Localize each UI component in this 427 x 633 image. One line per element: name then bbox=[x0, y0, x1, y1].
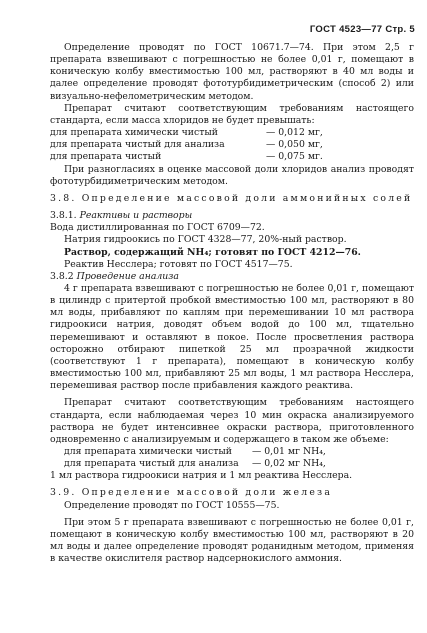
limit-label: для препарата химически чистый bbox=[50, 127, 218, 139]
page-header: ГОСТ 4523—77 Стр. 5 bbox=[309, 24, 415, 35]
section-3-8-1-heading bbox=[50, 210, 414, 222]
limit-row bbox=[50, 446, 414, 458]
reagent-line: Реактив Несслера; готовят по ГОСТ 4517—75. bbox=[64, 258, 293, 270]
limit-label: для препарата чистый для анализа bbox=[64, 458, 239, 470]
section-3-8-title: 3.8. Определение массовой доли аммонийных солей bbox=[50, 192, 413, 204]
ammonium-tail: 1 мл раствора гидроокиси натрия и 1 мл реактива Несслера. bbox=[50, 470, 353, 482]
limit-row bbox=[50, 458, 414, 470]
section-3-9-title: 3.9. Определение массовой доли железа bbox=[50, 487, 333, 499]
limit-value: — 0,012 мг, bbox=[266, 127, 323, 139]
limit-label: для препарата чистый для анализа bbox=[50, 139, 225, 151]
limit-label: для препарата химически чистый bbox=[64, 446, 232, 457]
section-number: 3.8.2 bbox=[50, 270, 74, 282]
analysis-paragraph: 4 г препарата взвешивают с погрешностью не более 0,01 г, помещают в цилиндр с притертой пробкой вместимостью 100 мл, растворяют в 80 мл воды, прибавляют по каплям при перемешивании 10 мл раствора гидроокиси натрия, доводят объем водой до 100 мл, тщательно перемешивают и оставляют в покое. После просветления раствора осторожно отбирают пипеткой 25 мл прозрачной жидкости (соответствуют 1 г препарата), помещают в коническую колбу вместимостью 100 мл, прибавляют 25 мл воды, 1 мл раствора Несслера, перемешивая раствор после прибавления каждого реактива. bbox=[50, 282, 414, 392]
section-title: Реактивы и растворы bbox=[79, 210, 193, 222]
disagreement-paragraph: При разногласиях в оценке массовой доли хлоридов анализ проводят фототурбидиметрическим методом. bbox=[50, 163, 414, 187]
section-number: 3.8.1. bbox=[50, 210, 77, 222]
reagent-line: Натрия гидроокись по ГОСТ 4328—77, 20%-ный раствор. bbox=[64, 234, 347, 246]
limit-value: — 0,01 мг NH₄, bbox=[252, 446, 326, 457]
limit-row bbox=[50, 127, 414, 139]
iron-paragraph: При этом 5 г препарата взвешивают с погрешностью не более 0,01 г, помещают в коническую колбу вместимостью 100 мл, растворяют в 20 мл воды и далее определение проводят роданидным методом, применяя в качестве окислителя раствор надсернокислого аммония. bbox=[50, 516, 414, 565]
chloride-limits bbox=[50, 127, 414, 163]
limit-value: — 0,075 мг. bbox=[266, 151, 323, 163]
limit-row bbox=[50, 139, 414, 151]
limit-row bbox=[50, 151, 414, 163]
intro-paragraph: Определение проводят по ГОСТ 10671.7—74. При этом 2,5 г препарата взвешивают с погрешностью не более 0,01 г, помещают в коническую колбу вместимостью 100 мл, растворяют в 40 мл воды и далее определение проводят фототурбидиметрическим (способ 2) или визуально-нефелометрическим методом. bbox=[50, 42, 414, 102]
section-3-9-line: Определение проводят по ГОСТ 10555—75. bbox=[64, 499, 280, 511]
section-3-8-2-heading bbox=[50, 271, 414, 283]
ammonium-paragraph: Препарат считают соответствующим требованиям настоящего стандарта, если наблюдаемая через 10 мин окраска анализируемого раствора не будет интенсивнее окраски раствора, приготовленного одновременно с анализируемым и содержащего в таком же объеме: bbox=[50, 397, 414, 445]
ammonium-limits bbox=[50, 446, 414, 470]
section-title: Проведение анализа bbox=[76, 270, 179, 282]
limit-value: — 0,050 мг, bbox=[266, 139, 323, 151]
reagent-line: Раствор, содержащий NH₄; готовят по ГОСТ 4212—76. bbox=[64, 246, 361, 258]
limit-value: — 0,02 мг NH₄, bbox=[252, 458, 326, 470]
reagent-line: Вода дистиллированная по ГОСТ 6709—72. bbox=[50, 222, 265, 234]
limit-label: для препарата чистый bbox=[50, 151, 162, 163]
document-body bbox=[50, 42, 414, 565]
chloride-paragraph: Препарат считают соответствующим требованиям настоящего стандарта, если масса хлоридов не будет превышать: bbox=[50, 102, 414, 126]
